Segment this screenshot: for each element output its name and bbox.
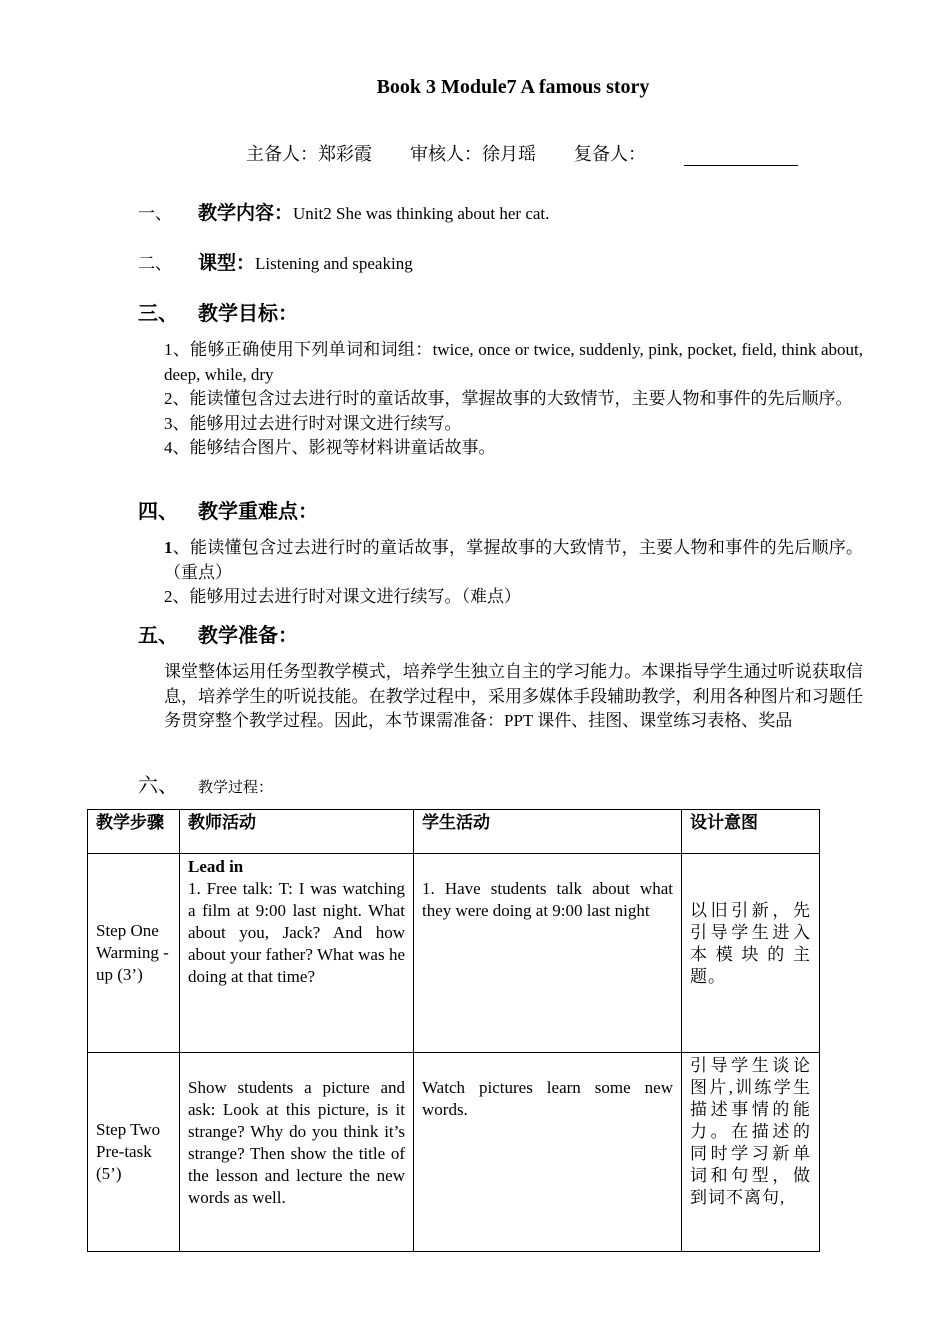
section-heading: 课型： [198, 253, 256, 274]
reviewer: 审核人：徐月瑶 [410, 144, 536, 164]
objective-item: 2、能读懂包含过去进行时的童话故事，掌握故事的大致情节，主要人物和事件的先后顺序。 [164, 389, 853, 408]
section-number: 三、 [138, 303, 178, 325]
teacher-title: Lead in [188, 857, 244, 876]
intent-cell: 引导学生谈论图片,训练学生描述事情的能力。在描述的同时学习新单词和句型，做到词不离句, [682, 1053, 820, 1252]
objectives-list [164, 338, 863, 461]
section-heading: 教学目标： [198, 303, 298, 325]
process-table [87, 809, 820, 1252]
objective-item: 1、能够正确使用下列单词和词组：twice, once or twice, suddenly, pink, pocket, field, think about, deep, while, dry [164, 340, 863, 384]
section-text: Listening and speaking [255, 254, 413, 273]
co-preparer-label: 复备人： [574, 144, 646, 164]
staff-line [246, 140, 836, 166]
teacher-text: 1. Free talk: T: I was watching a film at 9:00 last night. What about you, Jack? And how about your father? What was he doing at that time? [188, 879, 405, 986]
keypoint-item [164, 536, 863, 585]
objective-item: 4、能够结合图片、影视等材料讲童话故事。 [164, 438, 496, 457]
section-heading: 教学重难点： [198, 501, 318, 523]
section-content [138, 202, 549, 226]
teacher-cell: Show students a picture and ask: Look at this picture, is it strange? Why do you think it’s strange? Then show the title of the lesson and lecture the new words as well. [180, 1053, 414, 1252]
section-process-heading [138, 774, 273, 800]
section-type [138, 252, 413, 276]
step-cell: Step Two Pre-task (5’) [88, 1053, 180, 1252]
objective-item: 3、能够用过去进行时对课文进行续写。 [164, 413, 462, 433]
header-teacher: 教师活动 [180, 810, 414, 854]
section-number: 四、 [138, 501, 178, 523]
header-step: 教学步骤 [88, 810, 180, 854]
section-number: 六、 [138, 775, 178, 797]
table-header-row [88, 810, 820, 854]
table-row [88, 1053, 820, 1252]
keypoint-item: 2、能够用过去进行时对课文进行续写。（难点） [164, 587, 521, 606]
co-preparer-blank [684, 147, 798, 166]
keypoint-number: 1 [164, 538, 173, 557]
section-number: 五、 [138, 625, 178, 647]
step-cell: Step One Warming -up (3’) [88, 854, 180, 1053]
student-cell: 1. Have students talk about what they were doing at 9:00 last night [414, 854, 682, 1053]
header-student: 学生活动 [414, 810, 682, 854]
section-number: 一、 [138, 204, 172, 223]
keypoint-text: 、能读懂包含过去进行时的童话故事，掌握故事的大致情节，主要人物和事件的先后顺序。（重点） [164, 538, 863, 582]
preparation-text [164, 660, 863, 734]
teacher-cell [180, 854, 414, 1053]
section-number: 二、 [138, 254, 172, 273]
intent-cell: 以旧引新，先引导学生进入本模块的主题。 [682, 854, 820, 1053]
section-heading: 教学准备： [198, 625, 298, 647]
preparation-paragraph: 课堂整体运用任务型教学模式，培养学生独立自主的学习能力。本课指导学生通过听说获取信息，培养学生的听说技能。在教学过程中，采用多媒体手段辅助教学，利用各种图片和习题任务贯穿整个教学过程。因此，本节课需准备：PPT 课件、挂图、课堂练习表格、奖品 [164, 662, 863, 730]
keypoints-list [164, 536, 863, 610]
document-title: Book 3 Module7 A famous story [376, 76, 650, 98]
student-cell: Watch pictures learn some new words. [414, 1053, 682, 1252]
co-preparer [574, 144, 836, 164]
section-text: Unit2 She was thinking about her cat. [293, 204, 550, 223]
section-preparation-heading [138, 624, 298, 649]
section-keypoints-heading [138, 500, 318, 525]
header-intent: 设计意图 [682, 810, 820, 854]
section-objectives-heading [138, 302, 298, 327]
preparer: 主备人：郑彩霞 [246, 144, 372, 164]
table-row [88, 854, 820, 1053]
section-heading: 教学过程： [198, 780, 274, 796]
section-heading: 教学内容： [198, 203, 294, 224]
